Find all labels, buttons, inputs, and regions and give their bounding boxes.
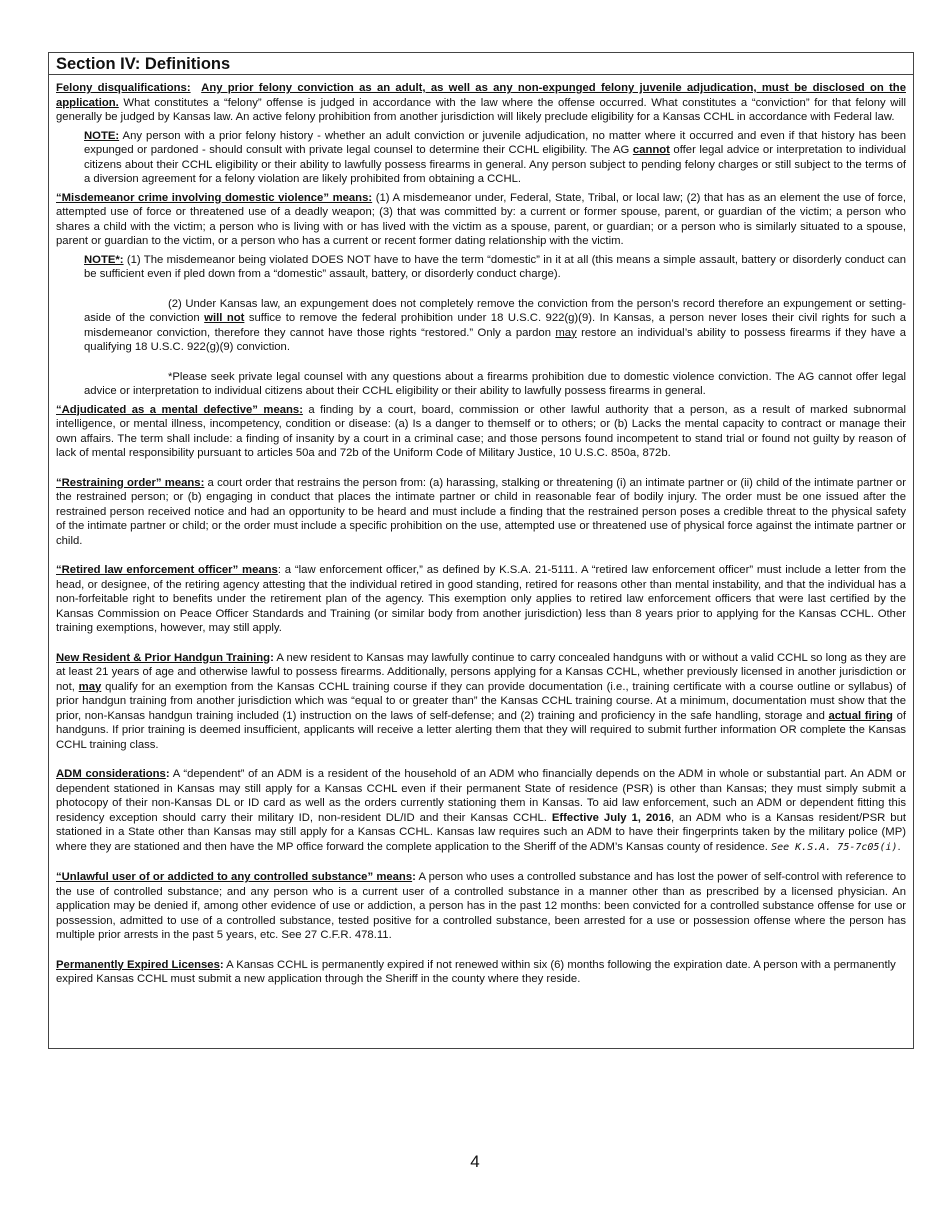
adm-paragraph: [56, 767, 906, 855]
misdemeanor-note-p2c: restore an individual’s ability to possess firearms if they have a qualifying 18 U.S.C. 922(g)(9) conviction.: [84, 326, 906, 353]
mental-paragraph: [56, 403, 906, 461]
misdemeanor-note-p2b: suffice to remove the federal prohibition under 18 U.S.C. 922(g)(9). In Kansas, a person never loses their civil rights for such a misdemeanor conviction, therefore they cannot have those rights “restored.” Only a pardon: [84, 312, 906, 339]
misdemeanor-note-emphasis: will not: [204, 312, 245, 324]
retired-term: “Retired law enforcement officer” means: [56, 564, 278, 576]
felony-body: What constitutes a “felony” offense is judged in accordance with the law where the offense occurred. What constitutes a “conviction” for that felony will generally be judged by Kansas law. An active felony prohibition from another jurisdiction will likely preclude eligibility for a Kansas CCHL in accordance with Federal law.: [56, 96, 906, 123]
misdemeanor-note-3: *Please seek private legal counsel with any questions about a firearms prohibition due to domestic violence conviction. The AG cannot offer legal advice or interpretation to individual citizens about their CCHL eligibility or their ability to lawfully possess firearms in general.: [84, 370, 906, 397]
definitions-section: [48, 52, 914, 1049]
unlawful-colon: :: [412, 871, 416, 883]
misdemeanor-body: (1) A misdemeanor under, Federal, State, Tribal, or local law; (2) that has as an element the use of force, attempted use of force or threatened use of a deadly weapon; (3) that was committed by: a current or former spouse, parent, or guardian of the victim; a person who shares a child with the victim; a person who is living with or has lived with the victim as a spouse, parent, or guardian; or a person who is similarly situated to a spouse, parent or guardian to the victim, or a person who has a current or recent former dating relationship with the victim.: [56, 191, 906, 247]
resident-term: New Resident & Prior Handgun Training: [56, 651, 271, 664]
retired-body: : a “law enforcement officer,” as defined by K.S.A. 21-5111. A “retired law enforcement officer” must include a letter from the head, or designee, of the retiring agency attesting that the individual retired in good standing, retired for reasons other than mental instability, and that the individual has a non-forfeitable right to benefits under the retirement plan of the agency. This exemption only applies to retired law enforcement officers that were last certified by the Kansas Commission on Peace Officer Standards and Training (or similar body from another jurisdiction) less than 8 years prior to applying for the Kansas CCHL. Other training exemptions, however, may still apply.: [56, 564, 906, 634]
felony-note-emphasis: cannot: [632, 144, 670, 156]
expired-term: Permanently Expired Licenses: [56, 958, 220, 971]
misdemeanor-note-may: may: [555, 326, 577, 339]
adm-colon: :: [165, 768, 170, 780]
felony-paragraph: [56, 81, 906, 125]
section-title: Section IV: Definitions: [49, 53, 913, 75]
restraining-body: a court order that restrains the person from: (a) harassing, stalking or threatening (i) an intimate partner or (ii) child of the intimate partner or the restrained person; or (b) engaging in conduct that places the intimate partner or child in reasonable fear of bodily injury. The order must be one issued after the restrained person received notice and had an opportunity to be heard and must include a finding that the restrained person poses a credible threat to the physical safety of the intimate partner or child; or the order must include a specific prohibition on the use, attempted use or threatened use of physical force against the intimate partner or child.: [56, 476, 906, 547]
felony-note-label: NOTE:: [84, 129, 120, 142]
adm-text-2: , an ADM who is a Kansas resident/PSR but stationed in a State other than Kansas may still apply for a Kansas CCHL. Kansas law requires such an ADM to have their fingerprints taken by the military police (MP) where they are stationed and then have the MP office forward the complete application to the Sheriff of the ADM’s Kansas county of residence.: [56, 811, 906, 853]
unlawful-term: “Unlawful user of or addicted to any controlled substance” means: [56, 871, 413, 883]
page-number: 4: [470, 1152, 480, 1171]
felony-term: Felony disqualifications:: [56, 82, 191, 94]
mental-body: a finding by a court, board, commission or other lawful authority that a person, as a result of marked subnormal intelligence, or mental illness, incompetency, condition or disease: (a) Is a danger to themself or to others; or (b) Lacks the mental capacity to contract or manage their own affairs. The term shall include: a finding of insanity by a court in a criminal case; and those persons found incompetent to stand trial or found not guilty by reason of lack of mental responsibility pursuant to articles 50a and 72b of the Uniform Code of Military Justice, 10 U.S.C. 850a, 872b.: [56, 403, 906, 459]
resident-text-1: A new resident to Kansas may lawfully continue to carry concealed handguns with or without a valid CCHL so long as they are at least 21 years of age and otherwise lawful to possess firearms. Additionally, persons applying for a Kansas CCHL, whether previously licensed in another jurisdiction or not,: [56, 651, 906, 693]
expired-body: A Kansas CCHL is permanently expired if not renewed within six (6) months following the expiration date. A person with a permanently expired Kansas CCHL must submit a new application through the Sheriff in the county where they reside.: [56, 958, 896, 985]
felony-emphasis: Any prior felony conviction as an adult, as well as any non-expunged felony juvenile adjudication, must be disclosed on the application.: [56, 82, 906, 109]
misdemeanor-note-1: [84, 253, 906, 282]
resident-actual-firing: actual firing: [828, 709, 893, 722]
unlawful-body: A person who uses a controlled substance and has lost the power of self-control with reference to the use of controlled substance; and any person who is a current user of a controlled substance in a manner other than as prescribed by a licensed physician. An application may be denied if, among other evidence of use or addiction, a person has in the past 12 months: been convicted for a controlled substance offense for use or possession, admitted to use of a controlled substance, tested positive for a controlled substance, been arrested for a use or possession offense where the person has multiple prior arrests in the past 5 years, etc. See 27 C.F.R. 478.11.: [56, 871, 907, 941]
adm-text-1: A “dependent” of an ADM is a resident of the household of an ADM who financially depends on the ADM in whole or substantial part. An ADM or dependent stationed in Kansas may still apply for a Kansas CCHL even if their permanent State of residence (PSR) is other than Kansas; they must simply submit a photocopy of their non-Kansas DL or ID card as well as the orders currently stationing them in Kansas. To aid law enforcement, such an ADM or dependent fitting this residency exception should carry their military ID, non-resident DL/ID and their Kansas CCHL.: [56, 768, 906, 824]
misdemeanor-note-2: [84, 297, 906, 355]
adm-effective-date: Effective July 1, 2016: [551, 811, 672, 824]
resident-text-3: of handguns. If prior training is deemed insufficient, applicants will receive a letter alerting them that they will required to submit further information OR complete the Kansas CCHL training class.: [56, 709, 906, 751]
adm-term: ADM considerations: [56, 768, 166, 780]
unlawful-paragraph: [56, 870, 906, 943]
retired-paragraph: [56, 563, 906, 636]
mental-term: “Adjudicated as a mental defective” means:: [56, 403, 303, 416]
adm-end: .: [897, 840, 901, 853]
adm-citation: See K.S.A. 75-7c05(i): [771, 841, 898, 853]
expired-colon: :: [219, 958, 224, 971]
misdemeanor-paragraph: [56, 191, 906, 249]
expired-paragraph: [56, 958, 906, 987]
restraining-paragraph: [56, 476, 906, 549]
resident-paragraph: [56, 651, 906, 753]
felony-note: [84, 129, 906, 187]
section-content: [49, 75, 913, 987]
resident-text-2: qualify for an exemption from the Kansas CCHL training course if they can provide documentation (i.e., training certificate with a course outline or syllabus) of prior handgun training from another jurisdiction which was “equal to or greater than” the Kansas CCHL training course. At a minimum, documentation must show that the prior, non-Kansas handgun training included (1) instruction on the laws of self-defense; and (2) training and proficiency in the safe handling, storage and: [56, 680, 906, 722]
felony-note-text-2: offer legal advice or interpretation to individual citizens about their CCHL eligibility or their ability to lawfully possess firearms in general. Any person subject to pending felony charges or still subject to the terms of a diversion agreement for a felony violation are likely prohibited from obtaining a CCHL.: [84, 144, 906, 185]
resident-may: may: [78, 680, 102, 693]
misdemeanor-note-p2a: (2) Under Kansas law, an expungement does not completely remove the conviction from the person’s record therefore an expungement or setting-aside of the conviction: [84, 297, 906, 324]
felony-note-text: Any person with a prior felony history - whether an adult conviction or juvenile adjudication, no matter where it occurred and even if that history has been expunged or pardoned - should consult with private legal counsel to determine their CCHL eligibility. The AG: [84, 129, 906, 156]
misdemeanor-term: “Misdemeanor crime involving domestic violence” means:: [56, 191, 373, 204]
misdemeanor-note-label: NOTE*:: [84, 253, 124, 266]
resident-colon: :: [270, 651, 274, 664]
misdemeanor-note-p1: (1) The misdemeanor being violated DOES NOT have to have the term “domestic” in it at all (this means a simple assault, battery or disorderly conduct can be sufficient even if pled down from a “domestic” assault, battery, or disorderly conduct charge).: [84, 253, 906, 280]
restraining-term: “Restraining order” means:: [56, 476, 205, 489]
